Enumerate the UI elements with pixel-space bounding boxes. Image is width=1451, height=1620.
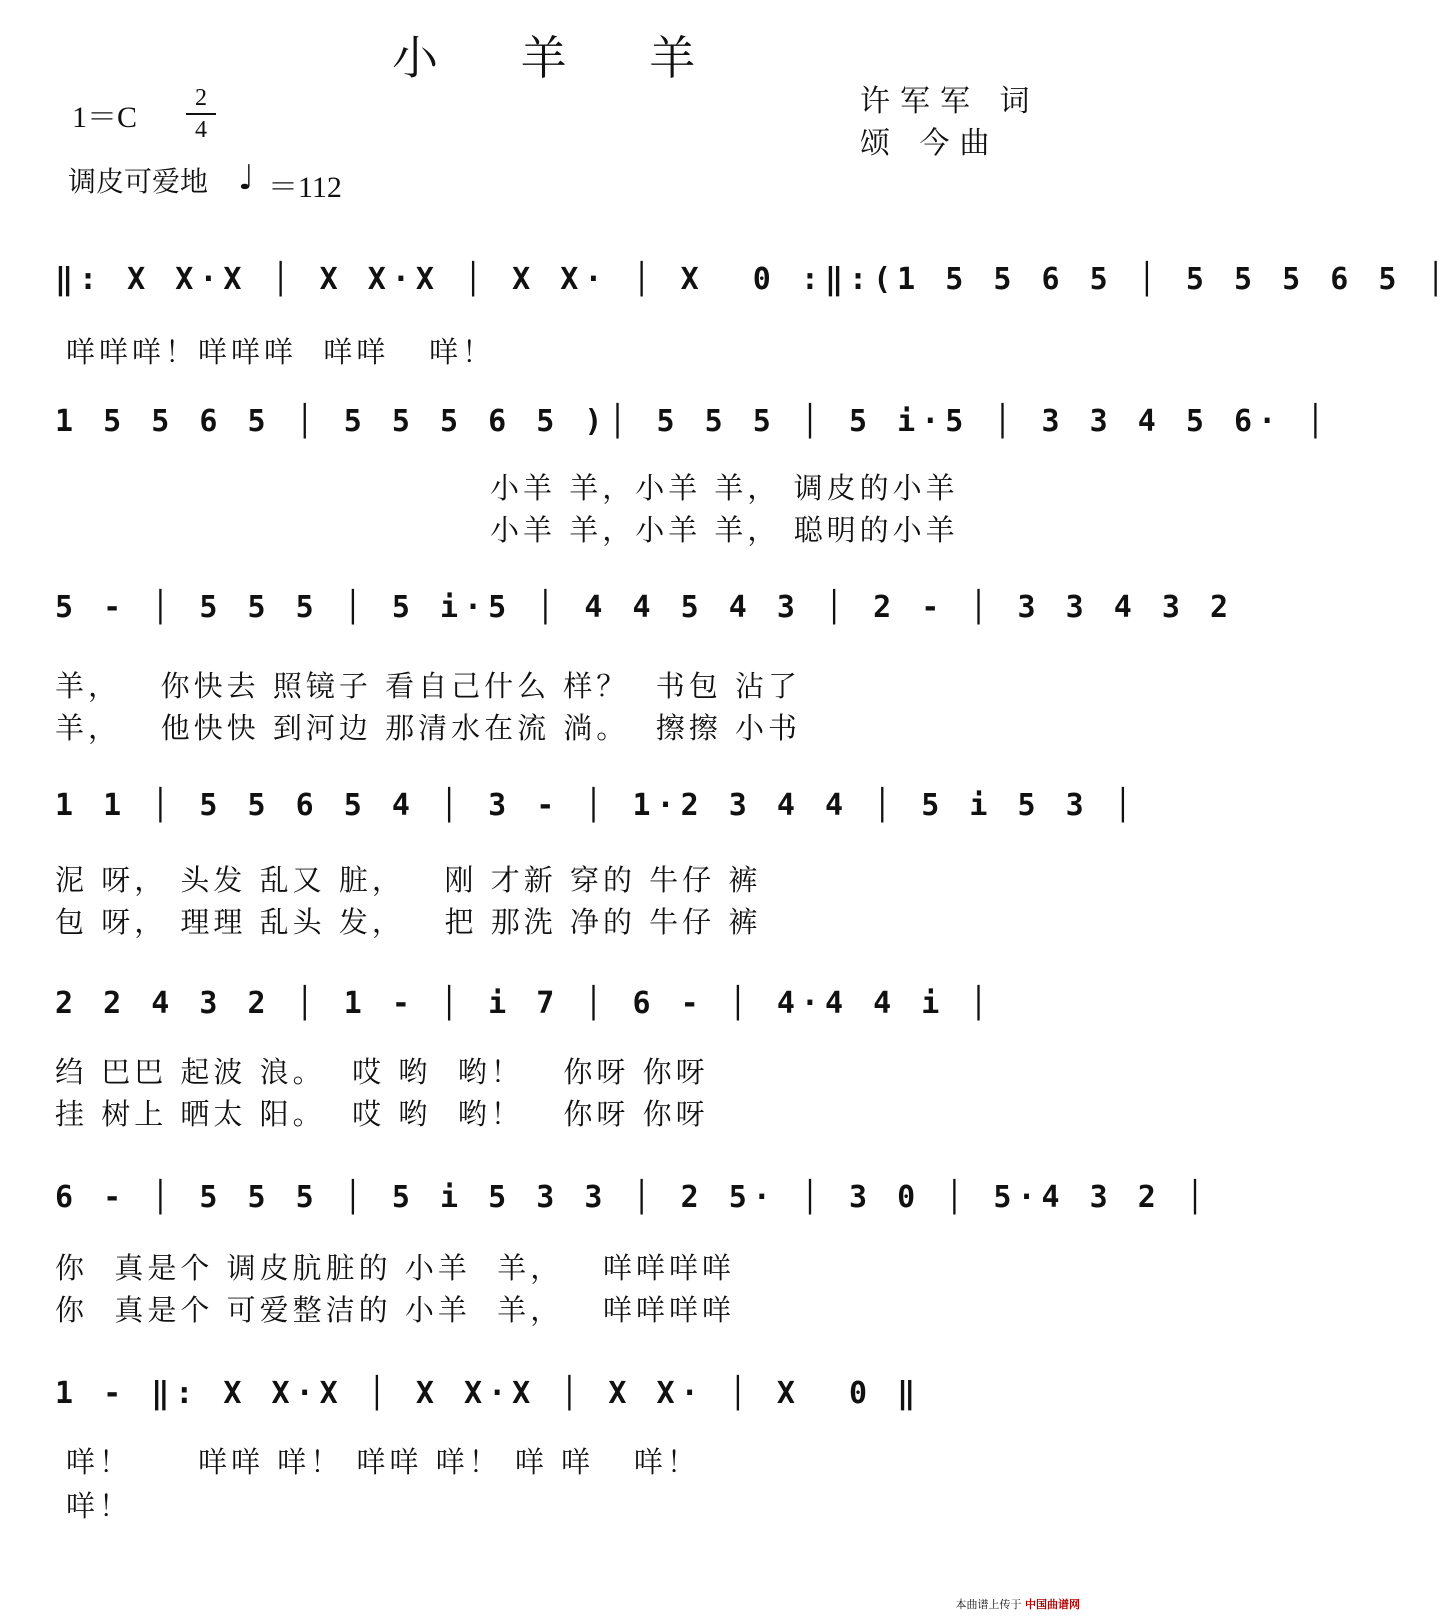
staff-line-6 [55,1168,1210,1238]
lyrics-6-verse-1: 你 真是个 调皮肮脏的 小羊 羊， 咩咩咩咩 [55,1251,735,1285]
lyrics-2-verse-2: 小羊 羊，小羊 羊， 聪明的小羊 [490,513,959,547]
lyrics-2-verse-1: 小羊 羊，小羊 羊， 调皮的小羊 [490,471,959,505]
time-sig-bottom: 4 [195,117,207,143]
lyrics-7-verse-2: 咩！ [66,1489,133,1523]
staff-line-2 [55,392,1331,462]
notation-6: 6 - │ 5 5 5 │ 5 i 5 3 3 │ 2 5· │ 3 0 │ 5·4 3 2 │ [55,1180,1210,1215]
staff-line-4 [55,776,1138,846]
lyrics-5-verse-2: 挂 树上 晒太 阳。 哎 哟 哟！ 你呀 你呀 [55,1097,709,1131]
time-sig-divider [186,113,216,115]
lyrics-5-verse-1: 绉 巴巴 起波 浪。 哎 哟 哟！ 你呀 你呀 [55,1055,709,1089]
staff-line-3 [55,578,1235,648]
lyrics-3-verse-1: 羊， 你快去 照镜子 看自己什么 样？ 书包 沾了 [55,669,801,703]
lyrics-4-verse-2: 包 呀， 理理 乱头 发， 把 那洗 净的 牛仔 裤 [55,905,762,939]
key-signature: 1＝C [72,101,138,134]
lyrics-1-verse-1: 咩咩咩！咩咩咩 咩咩 咩！ [66,335,496,369]
lyrics-4-verse-1: 泥 呀， 头发 乱又 脏， 刚 才新 穿的 牛仔 裤 [55,863,762,897]
staff-line-7 [55,1364,1035,1434]
time-sig-top: 2 [195,85,207,111]
song-title: 小 羊 羊 [392,31,730,85]
notation-7: 1 - ‖: X X·X │ X X·X │ X X· │ X 0 ‖ [55,1376,922,1411]
composer-credit: 颂 今曲 [860,126,1000,161]
time-signature [186,86,216,142]
footer-site-logo: 中国曲谱网 [1025,1598,1080,1611]
notation-5: 2 2 4 3 2 │ 1 - │ i 7 │ 6 - │ 4·4 4 i │ [55,986,994,1021]
footer-prefix: 本曲谱上传于 [955,1598,1022,1611]
expression-marking: 调皮可爱地 [68,165,209,198]
lyrics-7-verse-1: 咩！ 咩咩 咩！ 咩咩 咩！ 咩 咩 咩！ [66,1445,700,1479]
staff-line-5 [55,974,1035,1044]
notation-1: ‖: X X·X │ X X·X │ X X· │ X 0 :‖:(1 5 5 6 5 │ 5 5 5 6 5 │ [55,262,1451,297]
quarter-note-icon: ♩ [238,158,255,198]
tempo-value: ＝112 [268,171,342,204]
lyricist-credit: 许军军 词 [860,84,1040,119]
lyrics-3-verse-2: 羊， 他快快 到河边 那清水在流 淌。 擦擦 小书 [55,711,801,745]
notation-3: 5 - │ 5 5 5 │ 5 i·5 │ 4 4 5 4 3 │ 2 - │ 3 3 4 3 2 [55,590,1235,625]
lyrics-6-verse-2: 你 真是个 可爱整洁的 小羊 羊， 咩咩咩咩 [55,1293,735,1327]
upload-footer [956,1596,1081,1612]
notation-2: 1 5 5 6 5 │ 5 5 5 6 5 )│ 5 5 5 │ 5 i·5 │ 3 3 4 5 6· │ [55,404,1331,439]
notation-4: 1 1 │ 5 5 6 5 4 │ 3 - │ 1·2 3 4 4 │ 5 i 5 3 │ [55,788,1138,823]
staff-line-1 [55,250,1451,320]
